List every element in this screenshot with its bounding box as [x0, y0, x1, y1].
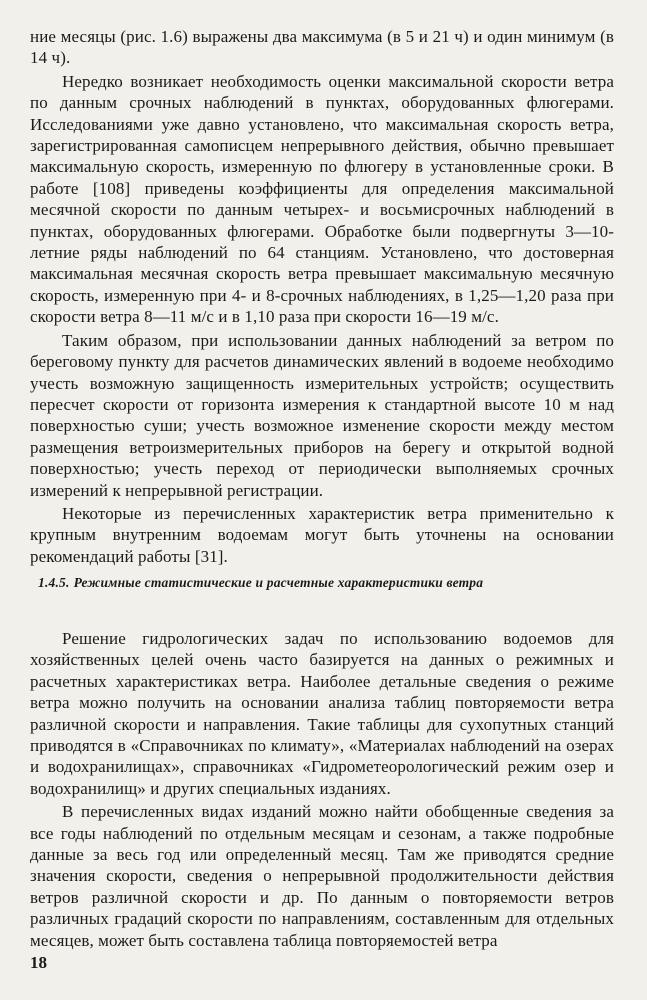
paragraph-hydrological-tasks: Решение гидрологических задач по использованию водоемов для хозяйственных целей очень часто базируется на данных о режимных и расчетных характеристиках ветра. Наиболее детальные сведения о режиме ветра можно получить на основании анализа таблиц повторяемости ветра различной скорости и направления. Такие таблицы для сухопутных станций приводятся в «Справочниках по климату», «Материалах наблюдений на озерах и водохранилищах», справочниках «Гидрометеорологический режим озер и водохранилищ» и других специальных изданиях.	[30, 629, 614, 798]
section-number: 1.4.5.	[38, 575, 70, 590]
text-block-upper	[30, 26, 614, 567]
section-title: Режимные статистические и расчетные характеристики ветра	[73, 575, 484, 590]
paragraph-summary: Таким образом, при использовании данных наблюдений за ветром по береговому пункту для расчетов динамических явлений в водоеме необходимо учесть возможную защищенность измерительных устройств; осуществить пересчет скорости от горизонта измерения к стандартной высоте 10 м над поверхностью суши; учесть возможное изменение скорости между местом размещения ветроизмерительных приборов на берегу и открытой водной поверхностью; учесть переход от периодически выполняемых срочных измерений к непрерывной регистрации.	[30, 330, 614, 500]
paragraph-continuation: ние месяцы (рис. 1.6) выражены два максимума (в 5 и 21 ч) и один минимум (в 14 ч).	[30, 27, 614, 68]
paragraph-max-wind-speed: Нередко возникает необходимость оценки максимальной скорости ветра по данным срочных наблюдений в пунктах, оборудованных флюгерами. Исследованиями уже давно установлено, что максимальная скорость ветра, зарегистрированная самописцем непрерывного действия, обычно превышает максимальную скорость, измеренную по флюгеру в установленные сроки. В работе [108] приведены коэффициенты для определения максимальной месячной скорости по данным четырех- и восьмисрочных наблюдений в пунктах, оборудованных флюгерами. Обработке были подвергнуты 3—10-летние ряды наблюдений по 64 станциям. Установлено, что достоверная максимальная месячная скорость ветра превышает максимальную месячную скорость, измеренную при 4- и 8-срочных наблюдениях, в 1,25—1,20 раза при скорости ветра 8—11 м/с и в 1,10 раза при скорости 16—19 м/с.	[30, 71, 614, 327]
paragraph-refinement: Некоторые из перечисленных характеристик ветра применительно к крупным внутренним водоемам могут быть уточнены на основании рекомендаций работы [31].	[30, 503, 614, 566]
text-block-lower	[30, 628, 614, 951]
section-heading	[38, 575, 518, 590]
page-number: 18	[30, 953, 47, 972]
paragraph-publications: В перечисленных видах изданий можно найти обобщенные сведения за все годы наблюдений по отдельным месяцам и сезонам, а также подробные данные за весь год или определенный месяц. Там же приводятся средние значения скорости, сведения о непрерывной продолжительности действия ветров различной скорости и др. По данным о повторяемости ветров различных градаций скорости по направлениям, составленным для отдельных месяцев, может быть составлена таблица повторяемостей ветра	[30, 802, 614, 950]
